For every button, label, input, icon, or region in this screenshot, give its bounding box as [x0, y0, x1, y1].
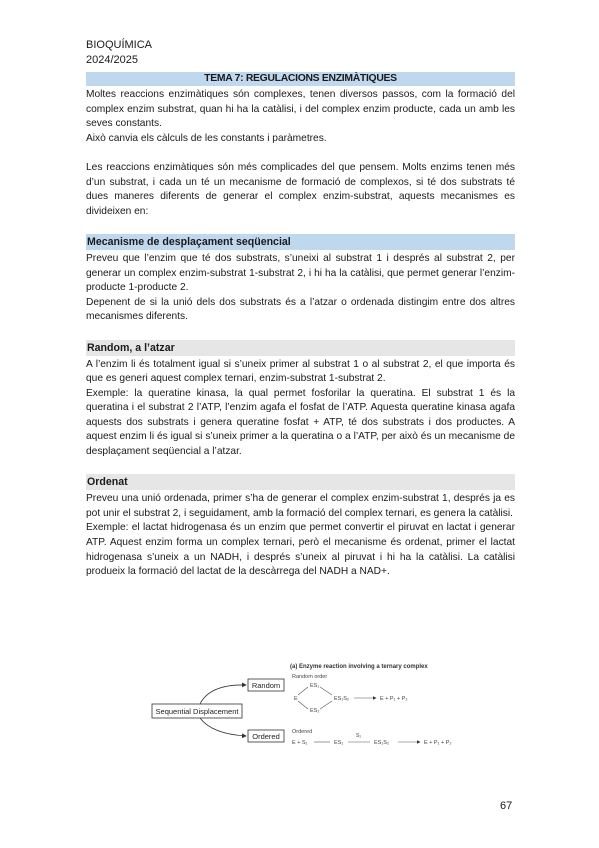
spacer	[86, 146, 515, 161]
es1-top: ES₁	[310, 683, 320, 689]
products-random: E + P₁ + P₂	[380, 696, 408, 702]
ordered-paragraph-1: Preveu una unió ordenada, primer s’ha de generar el complex enzim-substrat 1, després ja es pot unir el substrat 2, i seguidament, amb la formació del complex ternari, es genera la catàlisi.	[86, 493, 515, 519]
sequential-paragraph-2: Depenent de si la unió dels dos substrats és a l’atzar o ordenada distingim entre dos altres mecanismes diferents.	[86, 296, 515, 323]
enzyme-plus-s1: E + S₁	[292, 740, 308, 746]
chapter-title: TEMA 7: REGULACIONS ENZIMÀTIQUES	[86, 72, 515, 86]
ordered-scheme-label: Ordered	[292, 729, 313, 735]
mechanism-figure	[150, 662, 480, 754]
arrow-to-random	[200, 685, 246, 704]
es2-bottom: ES₂	[310, 708, 320, 714]
sequential-paragraph-1: Preveu que l’enzim que té dos substrats, s’uneixi al substrat 1 i després al substrat 2, per generar un complex enzim-substrat 1-substrat 2, i hi ha la catàlisi, que permet generar l’enzim-producte 1-producte 2.	[86, 252, 515, 294]
es1s2-ordered: ES₁S₂	[374, 740, 389, 746]
spacer	[86, 325, 515, 340]
academic-year: 2024/2025	[86, 54, 138, 66]
random-paragraph-1: A l’enzim li és totalment igual si s’uneix primer al substrat 1 o al substrat 2, el que importa és que es generi aquest complex ternari, enzim-substrat 1-substrat 2.	[86, 358, 515, 385]
enzyme-e-random: E	[294, 696, 298, 702]
random-order-label: Random order	[292, 674, 328, 680]
eq-arrow	[298, 687, 308, 695]
eq-arrow	[298, 701, 308, 709]
es1-ordered: ES₁	[334, 740, 344, 746]
eq-arrow	[320, 687, 332, 695]
intro-paragraph-3: Les reaccions enzimàtiques són més complicades del que pensem. Molts enzims tenen més d’un substrat, i cada un té un mecanisme de formació de complexos, si té dos substrats té dues maneres diferents de generar el complex enzim-substrat, aquests mecanismes es divideixen en:	[86, 161, 515, 217]
arrow-to-ordered	[200, 718, 246, 736]
mechanism-diagram	[150, 662, 480, 754]
section-heading-random: Random, a l’atzar	[86, 340, 515, 356]
spacer	[86, 460, 515, 475]
random-paragraph-2: Exemple: la queratine kinasa, la qual permet fosforilar la queratina. El substrat 1 és la queratina i el substrat 2 l’ATP, l’enzim agafa el fosfat de l’ATP. Aquesta queratine kinasa agafa aquests dos substrats i genera queratine fosfat + ATP, té dos substrats i dos productes. A aquest enzim li és igual si s’uneix primer a la queratina o a l’ATP, per això és un mecanisme de desplaçament seqüencial a l’atzar.	[86, 387, 515, 458]
section-heading-ordered: Ordenat	[86, 474, 515, 490]
random-box-label: Random	[251, 681, 281, 690]
page-content	[86, 72, 515, 580]
s2-label: S₂	[356, 733, 362, 739]
intro-paragraph-2: Això canvia els càlculs de les constants i paràmetres.	[86, 132, 327, 144]
ordered-box-label: Ordered	[252, 732, 280, 741]
es1s2-random: ES₁S₂	[334, 696, 349, 702]
intro-paragraph-1: Moltes reaccions enzimàtiques són complexes, tenen diversos passos, com la formació del complex enzim substrat, quan hi ha la catàlisi, i del complex enzim producte, cada un amb les seves constants.	[86, 89, 515, 130]
subject-label: BIOQUÍMICA	[86, 39, 153, 51]
sequential-displacement-label: Sequential Displacement	[155, 707, 239, 716]
page-number: 67	[500, 800, 513, 812]
eq-arrow	[320, 701, 332, 709]
document-header	[86, 38, 152, 68]
products-ordered: E + P₁ + P₂	[424, 740, 452, 746]
spacer	[86, 219, 515, 234]
figure-caption: (a) Enzyme reaction involving a ternary complex	[290, 664, 428, 670]
section-heading-sequential: Mecanisme de desplaçament seqüencial	[86, 234, 515, 250]
ordered-paragraph-2: Exemple: el lactat hidrogenasa és un enzim que permet convertir el piruvat en lactat i generar ATP. Aquest enzim forma un complex ternari, però el mecanisme és ordenat, primer el lactat hidrogenasa s’uneix a un NADH, i després s’uneix al piruvat i hi ha la catàlisi. La catàlisi produeix la formació del lactat de la descàrrega del NADH a NAD+.	[86, 522, 515, 578]
